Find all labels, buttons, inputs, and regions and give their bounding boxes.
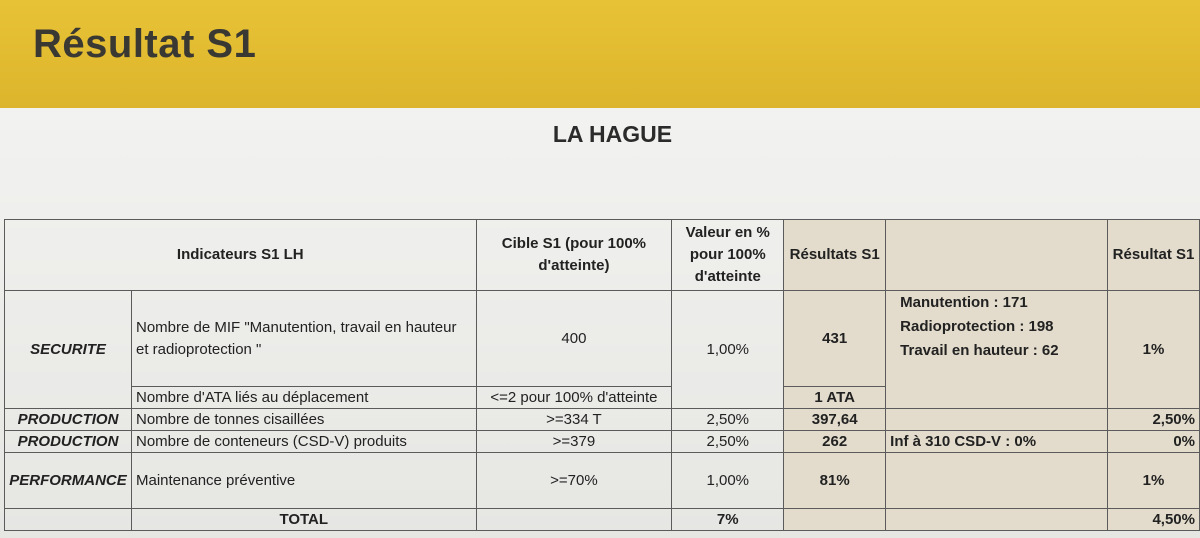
tonnes-comment: [886, 409, 1108, 431]
securite-valeur: 1,00%: [672, 291, 784, 409]
maintenance-valeur: 1,00%: [672, 453, 784, 509]
tonnes-indicator: Nombre de tonnes cisaillées: [131, 409, 476, 431]
total-valeur: 7%: [672, 509, 784, 531]
mif-resultat: 431: [784, 291, 886, 387]
conteneurs-valeur: 2,50%: [672, 431, 784, 453]
ata-indicator: Nombre d'ATA liés au déplacement: [131, 387, 476, 409]
comment-travail-hauteur: Travail en hauteur : 62: [900, 342, 1059, 359]
results-table: [4, 219, 1200, 531]
header-valeur: Valeur en % pour 100% d'atteinte: [672, 220, 784, 291]
production-label-1: PRODUCTION: [5, 409, 132, 431]
production-tonnes-row: [5, 409, 1200, 431]
maintenance-comment: [886, 453, 1108, 509]
tonnes-resultats: 397,64: [784, 409, 886, 431]
conteneurs-comment: Inf à 310 CSD-V : 0%: [886, 431, 1108, 453]
ata-resultat: 1 ATA: [784, 387, 886, 409]
total-comment: [886, 509, 1108, 531]
production-conteneurs-row: [5, 431, 1200, 453]
securite-resultat: 1%: [1107, 291, 1199, 409]
header-indicateurs: Indicateurs S1 LH: [5, 220, 477, 291]
header-cible: Cible S1 (pour 100% d'atteinte): [476, 220, 672, 291]
tonnes-cible: >=334 T: [476, 409, 672, 431]
slide-subtitle: LA HAGUE: [552, 121, 673, 147]
securite-label: SECURITE: [5, 291, 132, 409]
total-row: [5, 509, 1200, 531]
mif-cible: 400: [476, 291, 672, 387]
slide-title: Résultat S1: [33, 22, 257, 66]
maintenance-indicator: Maintenance préventive: [131, 453, 476, 509]
header-resultats: Résultats S1: [784, 220, 886, 291]
ata-cible: <=2 pour 100% d'atteinte: [476, 387, 672, 409]
conteneurs-resultat: 0%: [1107, 431, 1199, 453]
conteneurs-cible: >=379: [476, 431, 672, 453]
conteneurs-indicator: Nombre de conteneurs (CSD-V) produits: [131, 431, 476, 453]
total-resultat: 4,50%: [1107, 509, 1199, 531]
comment-manutention: Manutention : 171: [900, 294, 1028, 311]
total-spacer: [5, 509, 132, 531]
total-resultats: [784, 509, 886, 531]
tonnes-resultat: 2,50%: [1107, 409, 1199, 431]
total-label: TOTAL: [131, 509, 476, 531]
performance-label: PERFORMANCE: [5, 453, 132, 509]
header-row: [5, 220, 1200, 291]
performance-row: [5, 453, 1200, 509]
mif-indicator: Nombre de MIF "Manutention, travail en hauteur et radioprotection ": [131, 291, 476, 387]
header-comment: [886, 220, 1108, 291]
conteneurs-resultats: 262: [784, 431, 886, 453]
comment-radioprotection: Radioprotection : 198: [900, 318, 1054, 335]
maintenance-resultat: 1%: [1107, 453, 1199, 509]
production-label-2: PRODUCTION: [5, 431, 132, 453]
total-cible: [476, 509, 672, 531]
maintenance-cible: >=70%: [476, 453, 672, 509]
securite-mif-row: [5, 291, 1200, 387]
header-resultat: Résultat S1: [1107, 220, 1199, 291]
tonnes-valeur: 2,50%: [672, 409, 784, 431]
maintenance-resultats: 81%: [784, 453, 886, 509]
securite-comment: [886, 291, 1108, 409]
